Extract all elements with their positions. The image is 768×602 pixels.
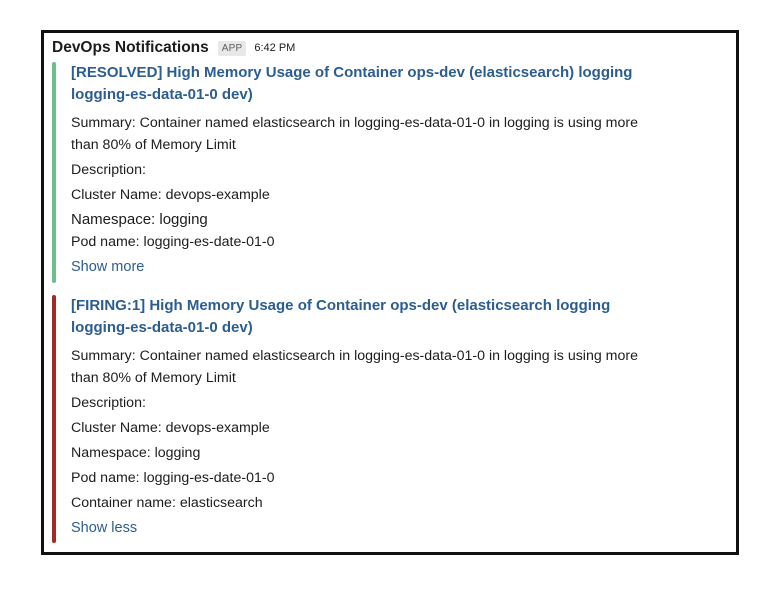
description-label: Description: (71, 395, 146, 411)
pod-name: Pod name: logging-es-date-01-0 (71, 470, 275, 486)
notification-message (41, 30, 739, 555)
summary-line: than 80% of Memory Limit (71, 370, 236, 386)
app-badge: APP (218, 41, 247, 56)
message-header (52, 39, 295, 57)
app-name[interactable]: DevOps Notifications (52, 39, 209, 56)
alert-title-line: [FIRING:1] High Memory Usage of Container ops-dev (elasticsearch logging (71, 297, 611, 314)
pod-name: Pod name: logging-es-date-01-0 (71, 234, 275, 250)
namespace: Namespace: logging (71, 445, 201, 461)
cluster-name: Cluster Name: devops-example (71, 420, 270, 436)
show-more-link[interactable]: Show more (71, 259, 145, 275)
alert-attachment-firing (52, 295, 726, 543)
description-label: Description: (71, 162, 146, 178)
show-less-link[interactable]: Show less (71, 520, 138, 536)
alert-title-line: [RESOLVED] High Memory Usage of Container ops-dev (elasticsearch) logging (71, 64, 633, 81)
alert-attachment-resolved (52, 62, 726, 283)
alert-summary (71, 112, 726, 156)
status-bar-resolved (52, 62, 56, 283)
cluster-name: Cluster Name: devops-example (71, 187, 270, 203)
summary-line: than 80% of Memory Limit (71, 137, 236, 153)
alert-title-link[interactable] (71, 62, 726, 106)
summary-line: Summary: Container named elasticsearch in logging-es-data-01-0 in logging is using more (71, 115, 639, 131)
message-timestamp[interactable]: 6:42 PM (254, 42, 296, 54)
alert-title-line: logging-es-data-01-0 dev) (71, 86, 253, 103)
status-bar-firing (52, 295, 56, 543)
alert-title-link[interactable] (71, 295, 726, 339)
container-name: Container name: elasticsearch (71, 495, 263, 511)
alert-title-line: logging-es-data-01-0 dev) (71, 319, 253, 336)
alert-summary (71, 345, 726, 389)
namespace: Namespace: logging (71, 211, 208, 228)
summary-line: Summary: Container named elasticsearch in logging-es-data-01-0 in logging is using more (71, 348, 639, 364)
